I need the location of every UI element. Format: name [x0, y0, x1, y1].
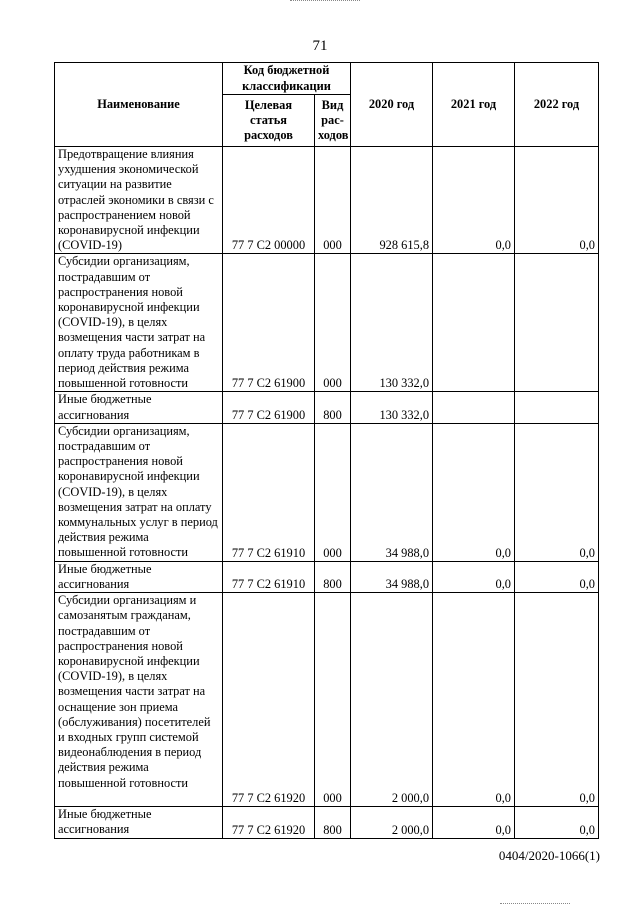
- budget-table: [54, 62, 599, 839]
- row-2022: 0,0: [515, 807, 599, 839]
- table-row: [55, 147, 599, 254]
- scan-edge-mark: [290, 0, 360, 2]
- row-name: Иные бюджетные ассигнования: [55, 561, 223, 592]
- row-2021: [433, 392, 515, 423]
- row-type: 000: [315, 147, 351, 254]
- row-2020: 130 332,0: [351, 254, 433, 392]
- row-type: 800: [315, 561, 351, 592]
- row-code: 77 7 C2 61920: [223, 593, 315, 807]
- row-code: 77 7 C2 61900: [223, 392, 315, 423]
- row-name: Предотвращение влияния ухудшения экономической ситуации на развитие отраслей экономики в связи с распространением новой коронавирусной инфекции (COVID-19): [55, 147, 223, 254]
- row-2021: 0,0: [433, 423, 515, 561]
- row-2020: 130 332,0: [351, 392, 433, 423]
- row-2021: 0,0: [433, 593, 515, 807]
- table-row: [55, 593, 599, 807]
- row-2020: 928 615,8: [351, 147, 433, 254]
- row-2022: 0,0: [515, 593, 599, 807]
- row-code: 77 7 C2 61900: [223, 254, 315, 392]
- row-2020: 34 988,0: [351, 561, 433, 592]
- table-row: [55, 254, 599, 392]
- row-2022: [515, 392, 599, 423]
- row-2021: [433, 254, 515, 392]
- row-2020: 2 000,0: [351, 807, 433, 839]
- row-type: 000: [315, 423, 351, 561]
- row-2022: [515, 254, 599, 392]
- row-2022: 0,0: [515, 423, 599, 561]
- table-row: [55, 392, 599, 423]
- header-expense-type: Вид рас-ходов: [315, 95, 351, 147]
- row-name: Субсидии организациям и самозанятым гражданам, пострадавшим от распространения новой коронавирусной инфекции (COVID-19), в целях возмещения части затрат на оснащение зон приема (обслуживания) посетителей и входных групп системой видеонаблюдения в период действия режима повышенной готовности: [55, 593, 223, 807]
- header-kbk-group: Код бюджетной классификации: [223, 63, 351, 95]
- row-type: 800: [315, 392, 351, 423]
- row-code: 77 7 C2 61910: [223, 423, 315, 561]
- page-number: 71: [312, 38, 328, 54]
- table-row: [55, 807, 599, 839]
- row-name: Субсидии организациям, пострадавшим от распространения новой коронавирусной инфекции (COVID-19), в целях возмещения затрат на оплату коммунальных услуг в период действия режима повышенной готовности: [55, 423, 223, 561]
- row-2021: 0,0: [433, 561, 515, 592]
- row-code: 77 7 C2 61910: [223, 561, 315, 592]
- header-name: Наименование: [55, 63, 223, 147]
- header-target-article: Целевая статья расходов: [223, 95, 315, 147]
- document-footer-code: 0404/2020-1066(1): [498, 848, 600, 863]
- row-code: 77 7 C2 00000: [223, 147, 315, 254]
- row-2022: 0,0: [515, 147, 599, 254]
- header-2021: 2021 год: [433, 63, 515, 147]
- row-type: 000: [315, 254, 351, 392]
- row-name: Иные бюджетные ассигнования: [55, 807, 223, 839]
- row-2021: 0,0: [433, 147, 515, 254]
- row-type: 800: [315, 807, 351, 839]
- row-name: Субсидии организациям, пострадавшим от распространения новой коронавирусной инфекции (COVID-19), в целях возмещения части затрат на оплату труда работникам в период действия режима повышенной готовности: [55, 254, 223, 392]
- table-row: [55, 561, 599, 592]
- row-2020: 2 000,0: [351, 593, 433, 807]
- row-2022: 0,0: [515, 561, 599, 592]
- row-name: Иные бюджетные ассигнования: [55, 392, 223, 423]
- header-2020: 2020 год: [351, 63, 433, 147]
- header-2022: 2022 год: [515, 63, 599, 147]
- row-type: 000: [315, 593, 351, 807]
- row-code: 77 7 C2 61920: [223, 807, 315, 839]
- row-2021: 0,0: [433, 807, 515, 839]
- table-row: [55, 423, 599, 561]
- row-2020: 34 988,0: [351, 423, 433, 561]
